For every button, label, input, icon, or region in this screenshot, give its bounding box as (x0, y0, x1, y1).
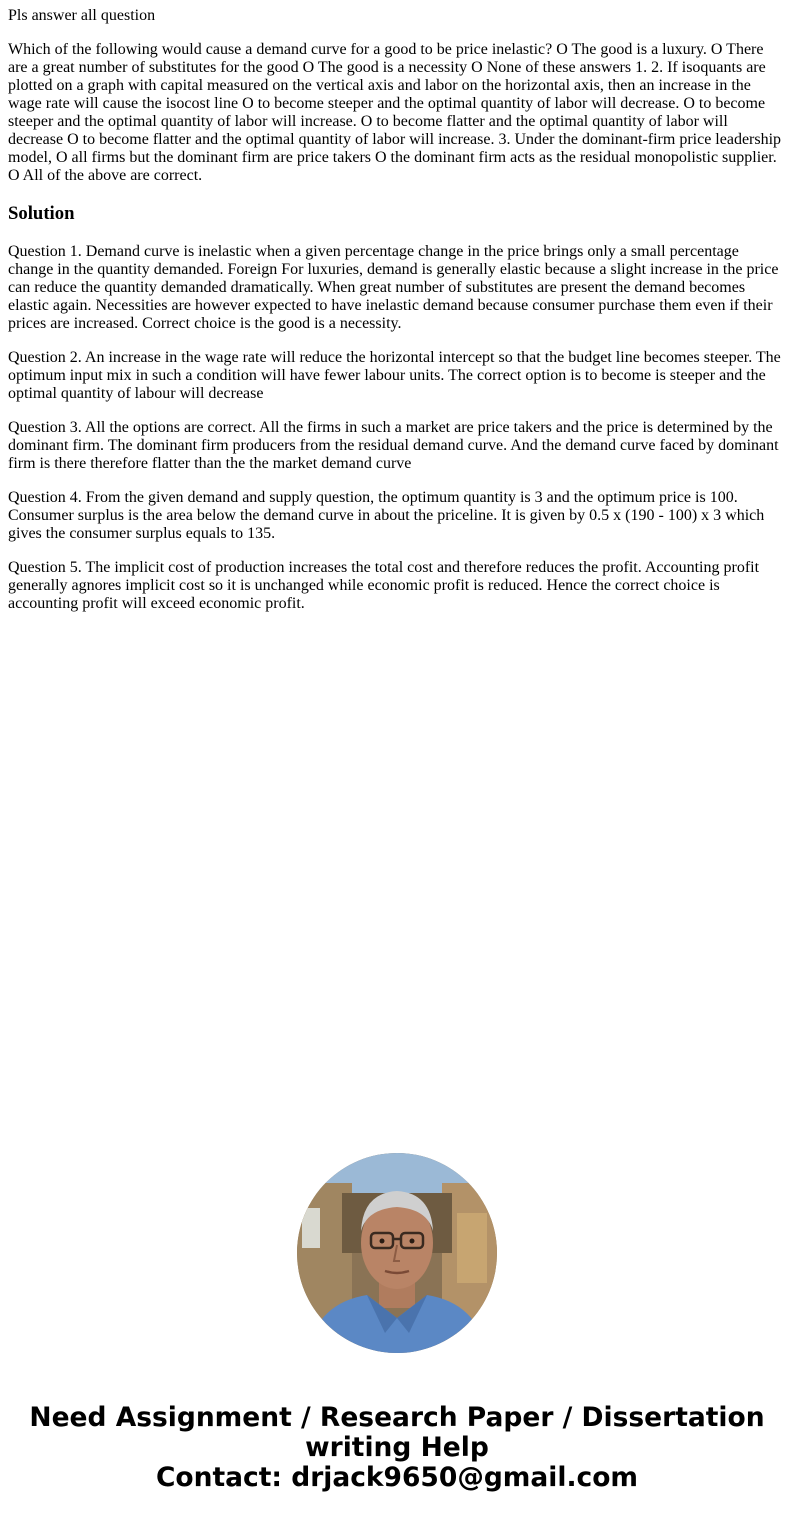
document-content (8, 0, 784, 629)
question-body: Which of the following would cause a demand curve for a good to be price inelastic? O The good is a luxury. O There are a great number of substitutes for the good O The good is a necessity O None of these answers 1. 2. If isoquants are plotted on a graph with capital measured on the vertical axis and labor on the horizontal axis, then an increase in the wage rate will cause the isocost line O to become steeper and the optimal quantity of labor will decrease. O to become steeper and the optimal quantity of labor will increase. O to become flatter and the optimal quantity of labor will decrease O to become flatter and the optimal quantity of labor will increase. 3. Under the dominant-firm price leadership model, O all firms but the dominant firm are price takers O the dominant firm acts as the residual monopolistic supplier. O All of the above are correct. (8, 41, 782, 184)
question-title: Pls answer all question (8, 7, 156, 24)
solution-paragraph-3: Question 3. All the options are correct. All the firms in such a market are price takers and the price is determined by the dominant firm. The dominant firm producers from the residual demand curve. And the demand curve faced by dominant firm is there therefore flatter than the the market demand curve (8, 419, 779, 472)
solution-paragraph-4: Question 4. From the given demand and supply question, the optimum quantity is 3 and the optimum price is 100. Consumer surplus is the area below the demand curve in about the priceline. It is given by 0.5 x (190 - 100) x 3 which gives the consumer surplus equals to 135. (8, 489, 765, 542)
solution-paragraph-2: Question 2. An increase in the wage rate will reduce the horizontal intercept so that the budget line becomes steeper. The optimum input mix in such a condition will have fewer labour units. The correct option is to become is steeper and the optimal quantity of labour will decrease (8, 349, 781, 402)
solution-heading: Solution (8, 203, 75, 224)
tutor-avatar (297, 1153, 497, 1353)
solution-paragraph-1: Question 1. Demand curve is inelastic when a given percentage change in the price brings only a small percentage change in the quantity demanded. Foreign For luxuries, demand is generally elastic because a slight increase in the price can reduce the quantity demanded dramatically. When great number of substitutes are present the demand becomes elastic again. Necessities are however expected to have inelastic demand because consumer purchase them even if their prices are increased. Correct choice is the good is a necessity. (8, 243, 779, 332)
promo-banner (0, 1403, 794, 1493)
promo-contact: Contact: drjack9650@gmail.com (155, 1462, 639, 1493)
solution-paragraph-5: Question 5. The implicit cost of production increases the total cost and therefore reduces the profit. Accounting profit generally agnores implicit cost so it is unchanged while economic profit is reduced. Hence the correct choice is accounting profit will exceed economic profit. (8, 559, 760, 612)
promo-line-2: writing Help (305, 1432, 489, 1463)
promo-line-1: Need Assignment / Research Paper / Dissertation (29, 1402, 765, 1433)
